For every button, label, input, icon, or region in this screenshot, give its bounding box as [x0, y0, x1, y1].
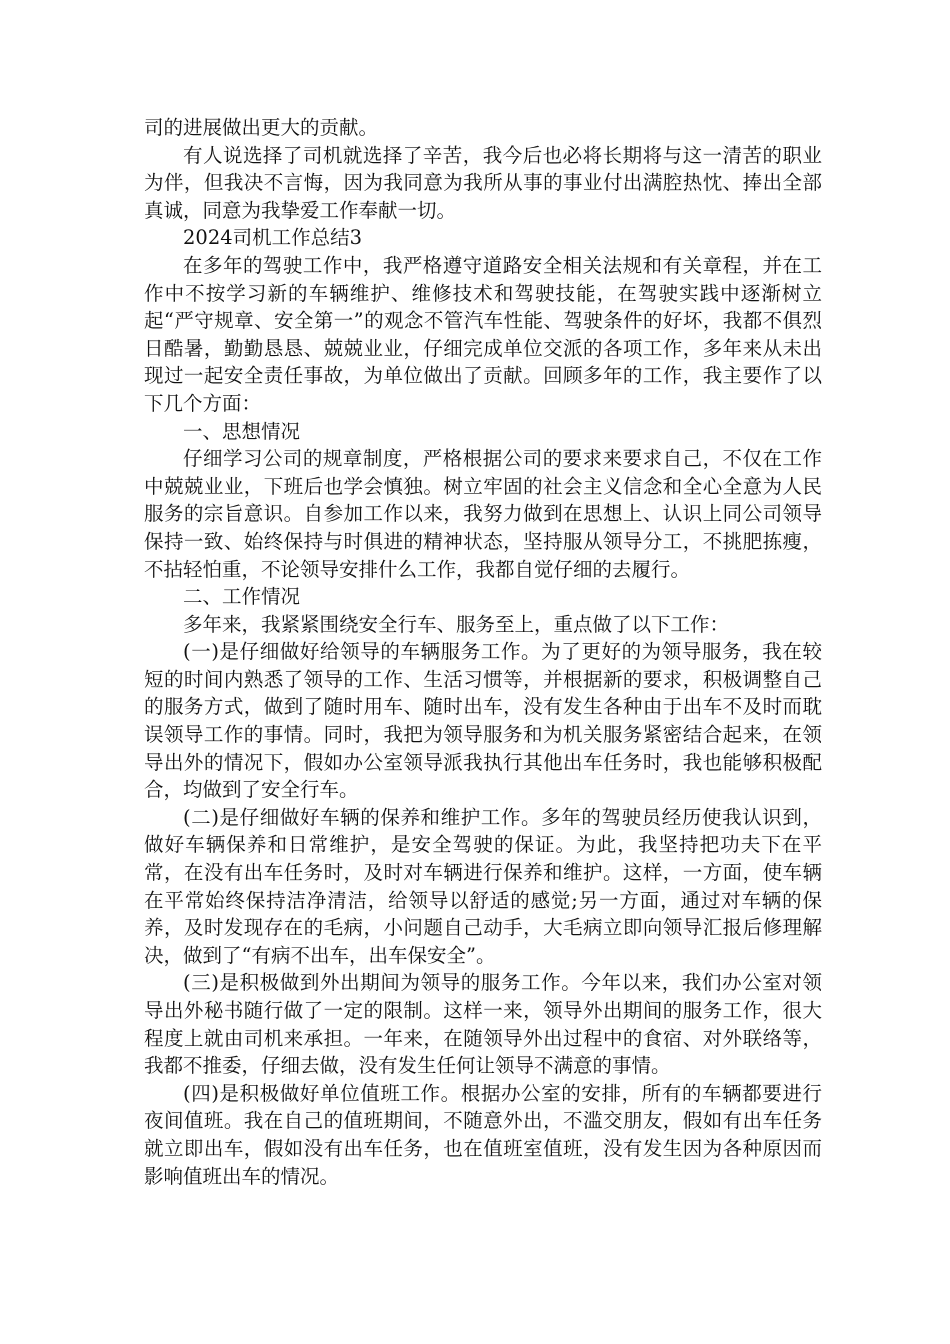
- paragraph-commitment: 有人说选择了司机就选择了辛苦，我今后也必将长期将与这一清苦的职业为伴，但我决不言悔，因为我同意为我所从事的事业付出满腔热忱、捧出全部真诚，同意为我挚爱工作奉献一切。: [144, 143, 822, 222]
- paragraph-thoughts: 仔细学习公司的规章制度，严格根据公司的要求来要求自己，不仅在工作中兢兢业业，下班后也学会慎独。树立牢固的社会主义信念和全心全意为人民服务的宗旨意识。自参加工作以来，我努力做到在思想上、认识上同公司领导保持一致、始终保持与时俱进的精神状态，坚持服从领导分工，不挑肥拣瘦，不拈轻怕重，不论领导安排什么工作，我都自觉仔细的去履行。: [144, 447, 822, 581]
- paragraph-continuation: 司的进展做出更大的贡献。: [144, 116, 379, 139]
- paragraph-work-item-1: (一)是仔细做好给领导的车辆服务工作。为了更好的为领导服务，我在较短的时间内熟悉了领导的工作、生活习惯等，并根据新的要求，积极调整自己的服务方式，做到了随时用车、随时出车，没有发生各种由于出车不及时而耽误领导工作的事情。同时，我把为领导服务和为机关服务紧密结合起来，在领导出外的情况下，假如办公室领导派我执行其他出车任务时，我也能够积极配合，均做到了安全行车。: [144, 640, 822, 802]
- heading-thoughts: 一、思想情况: [183, 419, 301, 443]
- section-title: 2024司机工作总结3: [183, 226, 363, 250]
- paragraph-work-item-2: (二)是仔细做好车辆的保养和维护工作。多年的驾驶员经历使我认识到，做好车辆保养和日常维护，是安全驾驶的保证。为此，我坚持把功夫下在平常，在没有出车任务时，及时对车辆进行保养和维护。这样，一方面，使车辆在平常始终保持洁净清洁，给领导以舒适的感觉;另一方面，通过对车辆的保养，及时发现存在的毛病，小问题自己动手，大毛病立即向领导汇报后修理解决，做到了“有病不出车，出车保安全”。: [144, 805, 822, 967]
- heading-work: 二、工作情况: [183, 585, 301, 609]
- paragraph-intro: 在多年的驾驶工作中，我严格遵守道路安全相关法规和有关章程，并在工作中不按学习新的车辆维护、维修技术和驾驶技能，在驾驶实践中逐渐树立起“严守规章、安全第一”的观念不管汽车性能、驾驶条件的好坏，我都不俱烈日酷暑，勤勤恳恳、兢兢业业，仔细完成单位交派的各项工作，多年来从未出现过一起安全责任事故，为单位做出了贡献。回顾多年的工作，我主要作了以下几个方面：: [144, 253, 822, 415]
- paragraph-work-item-4: (四)是积极做好单位值班工作。根据办公室的安排，所有的车辆都要进行夜间值班。我在自己的值班期间，不随意外出，不滥交朋友，假如有出车任务就立即出车，假如没有出车任务，也在值班室值班，没有发生因为各种原因而影响值班出车的情况。: [144, 1081, 822, 1188]
- paragraph-work-summary: 多年来，我紧紧围绕安全行车、服务至上，重点做了以下工作：: [183, 612, 730, 636]
- paragraph-work-item-3: (三)是积极做到外出期间为领导的服务工作。今年以来，我们办公室对领导出外秘书随行做了一定的限制。这样一来，领导外出期间的服务工作，很大程度上就由司机来承担。一年来，在随领导外出过程中的食宿、对外联络等，我都不推委，仔细去做，没有发生任何让领导不满意的事情。: [144, 971, 822, 1078]
- document-page: [144, 114, 822, 1190]
